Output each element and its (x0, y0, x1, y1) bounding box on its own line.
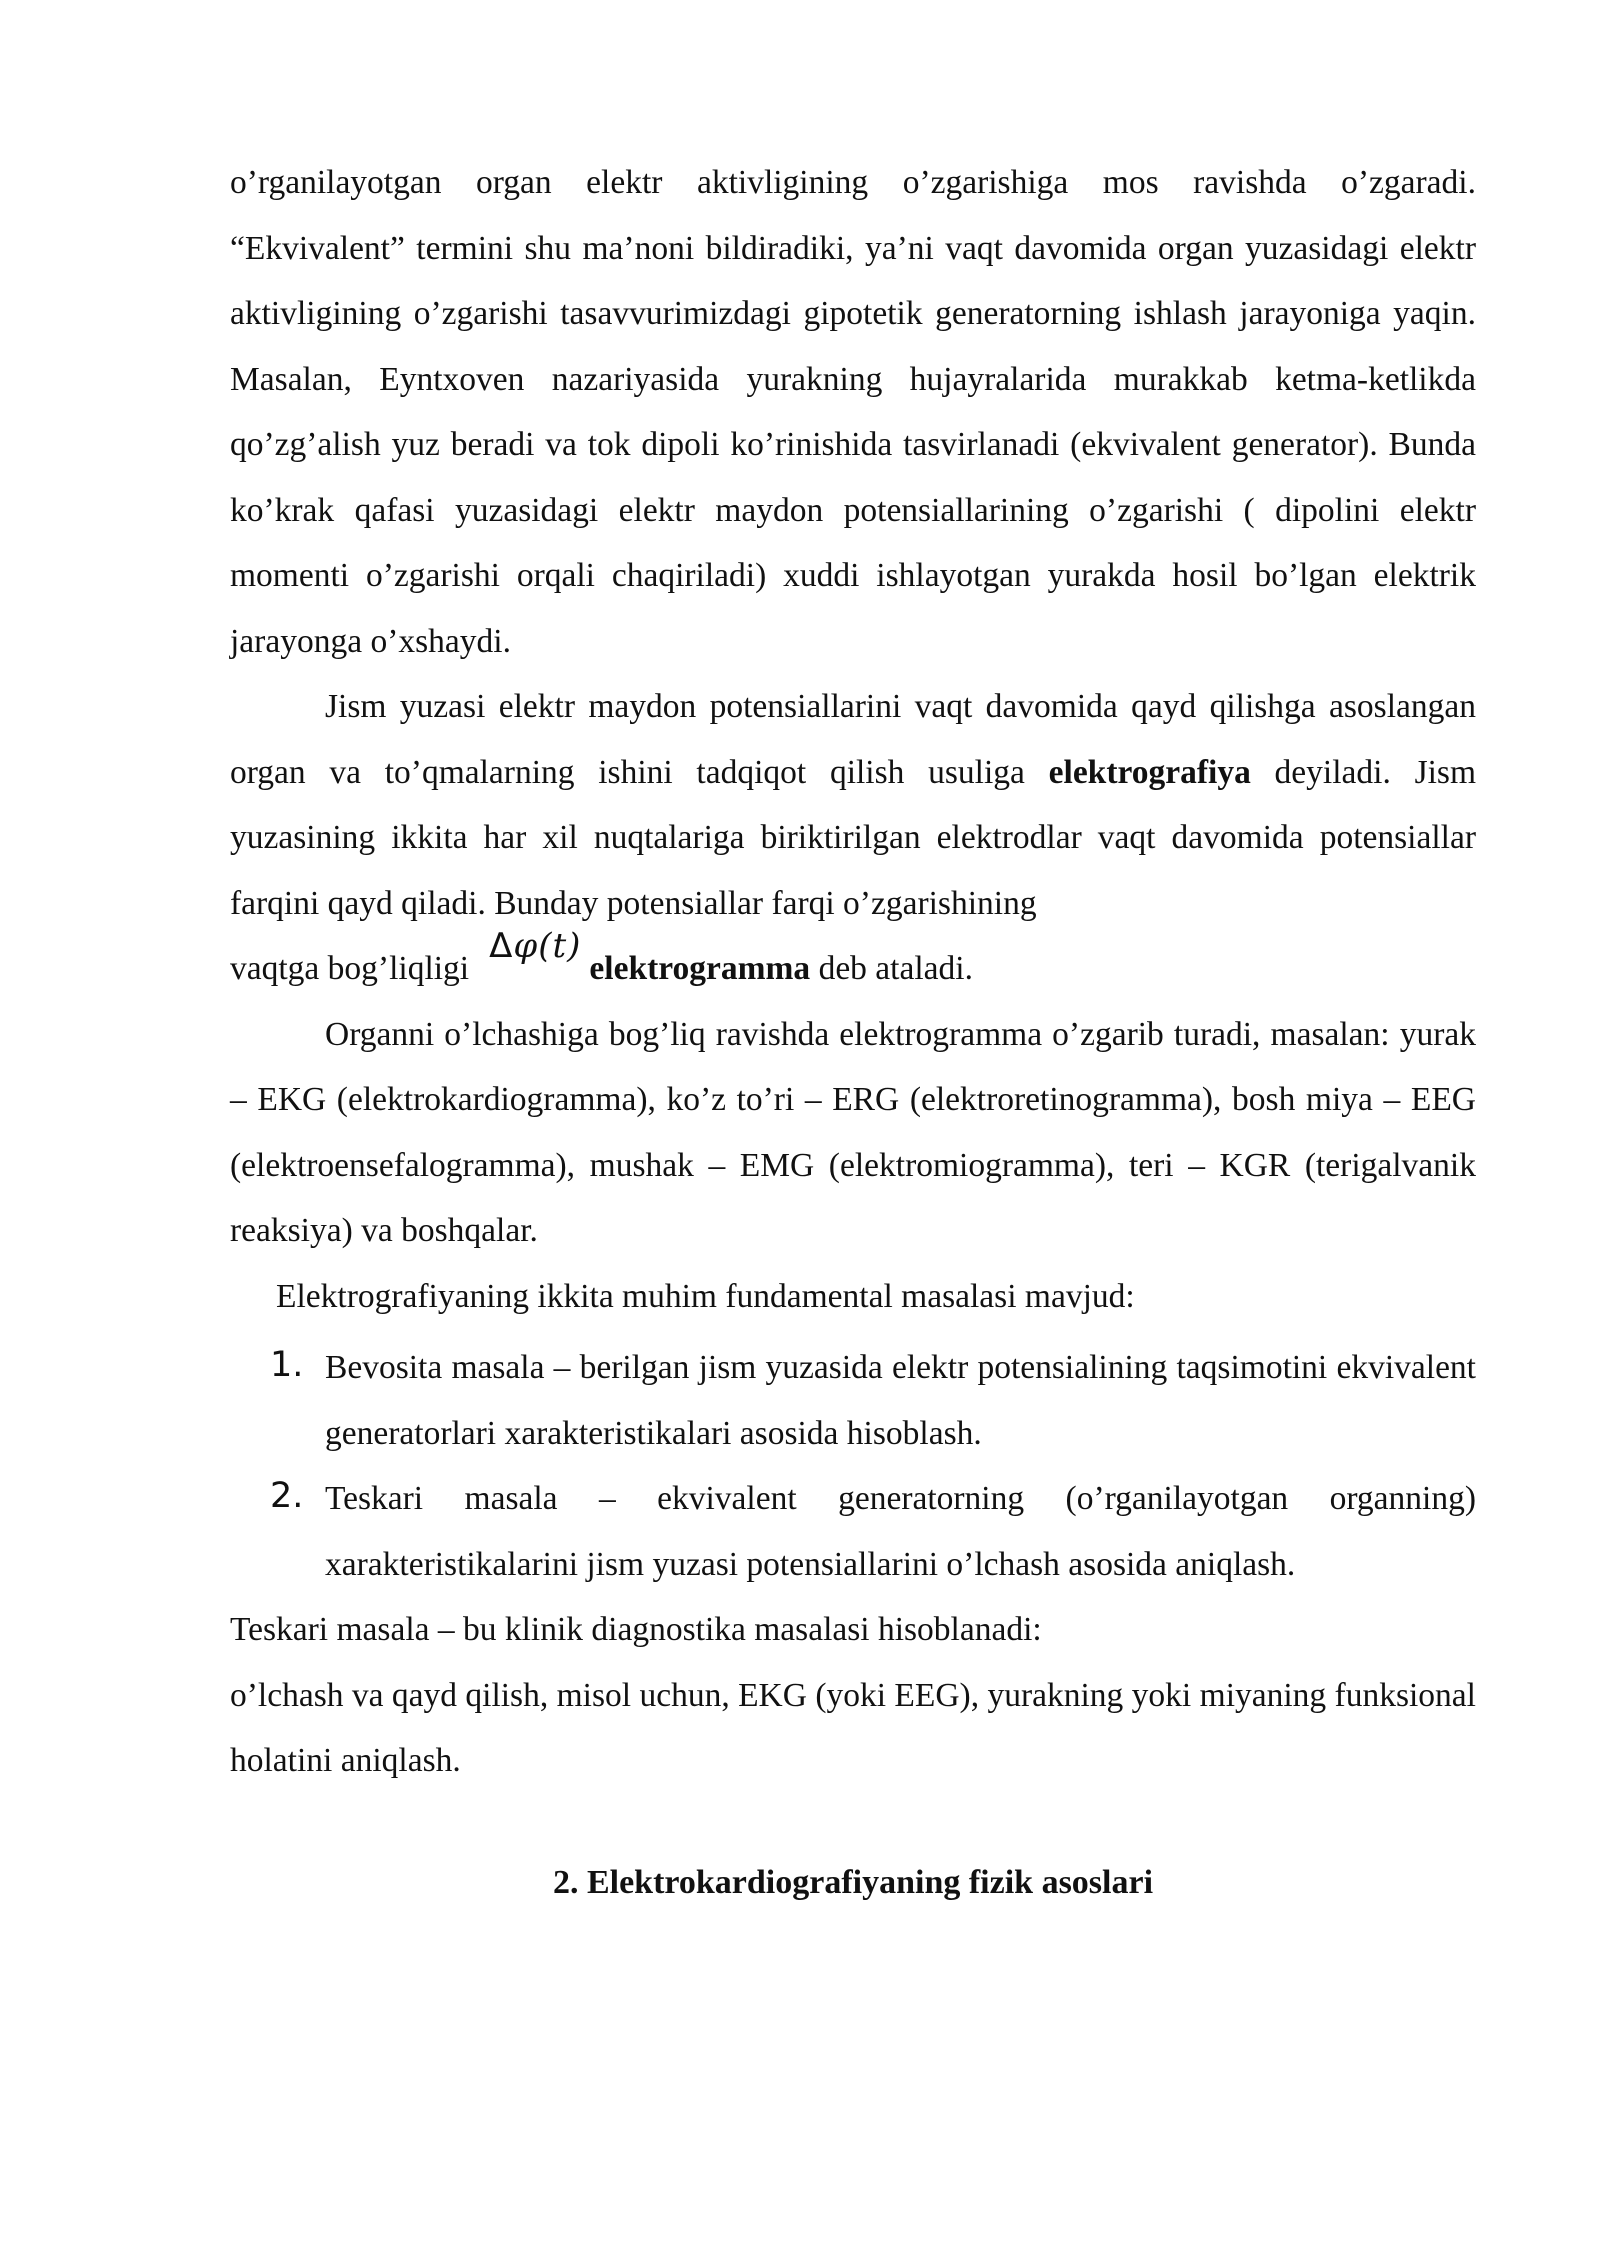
term-elektrografiya: elektrografiya (1048, 753, 1251, 791)
paragraph-olchash: o’lchash va qayd qilish, misol uchun, EKG (yoki EEG), yurakning yoki miyaning funksional holatini aniqlash. (230, 1676, 1476, 1779)
list-item (230, 1466, 1476, 1597)
paragraph-text: vaqtga bog’liqligi (230, 950, 470, 987)
paragraph-examples: Organni o’lchashiga bog’liq ravishda elektrogramma o’zgarib turadi, masalan: yurak – EKG (elektrokardiogramma), ko’z to’ri – ERG (elektroretinogramma), bosh miya – EEG (elektroensefalogramma), mushak – EMG (elektromiogramma), teri – KGR (terigalvanik reaksiya) va boshqalar. (230, 1015, 1476, 1249)
formula-delta: Δ (489, 926, 514, 966)
list-item-number: 2. (270, 1476, 304, 1516)
paragraph-text: deb ataladi. (810, 950, 973, 987)
paragraph-ekvivalent: o’rganilayotgan organ elektr aktivligining o’zgarishiga mos ravishda o’zgaradi. “Ekvivalent” termini shu ma’noni bildiradiki, ya’ni vaqt davomida organ yuzasidagi elektr aktivligining o’zgarishi tasavvurimizdagi gipotetik generatorning ishlash jarayoniga yaqin. Masalan, Eyntxoven nazariyasida yurakning hujayralarida murakkab ketma-ketlikda qo’zg’alish yuz beradi va tok dipoli ko’rinishida tasvirlanadi (ekvivalent generator). Bunda ko’krak qafasi yuzasidagi elektr maydon potensiallarining o’zgarishi ( dipolini elektr momenti o’zgarishi orqali chaqiriladi) xuddi ishlayotgan yurakda hosil bo’lgan elektrik jarayonga o’xshaydi. (230, 164, 1476, 660)
section-heading: 2. Elektrokardiografiyaning fizik asoslari (552, 1863, 1154, 1901)
paragraph-list-intro: Elektrografiyaning ikkita muhim fundamental masalasi mavjud: (276, 1277, 1135, 1315)
list-item-text: Bevosita masala – berilgan jism yuzasida elektr potensialining taqsimotini ekvivalent generatorlari xarakteristikalari asosida hisoblash. (325, 1349, 1476, 1452)
list-item-text: Teskari masala – ekvivalent generatorning (o’rganilayotgan organning) xarakteristikalarini jism yuzasi potensiallarini o’lchash asosida aniqlash. (325, 1480, 1476, 1583)
formula-phi: φ (513, 926, 539, 966)
paragraph-text: Jism yuzasi elektr maydon potensiallarini vaqt davomida qayd qilishga asoslangan organ va to’qmalarning ishini tadqiqot qilish usuliga (230, 688, 1476, 791)
list-item-number: 1. (270, 1345, 304, 1385)
paragraph-elektrogramma (230, 926, 1476, 1002)
document-page (230, 150, 1476, 1915)
term-elektrogramma: elektrogramma (589, 950, 811, 987)
paragraph-elektrografiya (230, 674, 1476, 936)
paragraph-teskari: Teskari masala – bu klinik diagnostika masalasi hisoblanadi: (230, 1611, 1042, 1648)
numbered-list (230, 1335, 1476, 1597)
formula-args: (t) (538, 926, 582, 966)
list-item (230, 1335, 1476, 1466)
paragraph-text: deyiladi. Jism yuzasining ikkita har xil nuqtalariga biriktirilgan elektrodlar vaqt davomida potensiallar farqini qayd qiladi. Bunday potensiallar farqi o’zgarishining (230, 753, 1477, 922)
delta-phi-formula (489, 914, 581, 980)
